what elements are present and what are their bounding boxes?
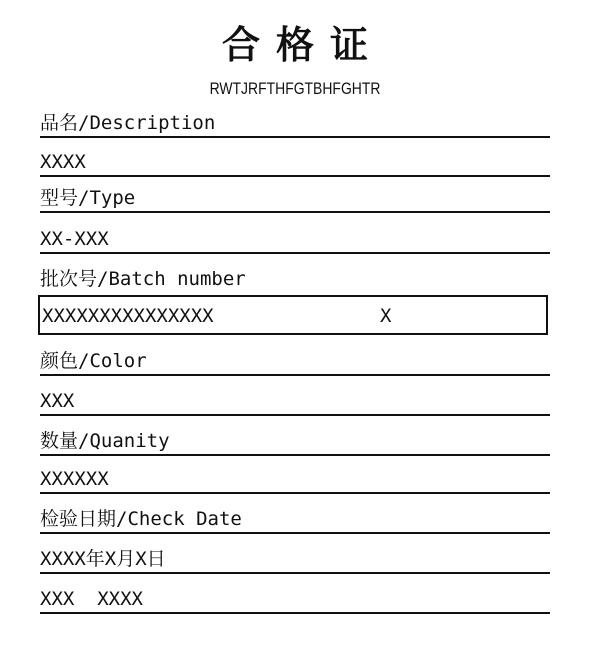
check-date-value: XXXX年X月X日	[40, 548, 166, 570]
color-value: XXX	[40, 390, 75, 412]
type-label: 型号/Type	[40, 187, 136, 209]
color-value-row	[40, 384, 550, 416]
quantity-value: XXXXXX	[40, 468, 109, 490]
type-label-row	[40, 185, 550, 213]
batch-value: XXXXXXXXXXXXXXX	[42, 305, 214, 327]
batch-suffix: X	[380, 305, 392, 327]
certificate-code: RWTJRFTHFGTBHFGHTR	[209, 79, 381, 98]
batch-value-box	[38, 295, 548, 335]
quantity-value-row	[40, 464, 550, 494]
description-value-row	[40, 147, 550, 177]
certificate-title: 合格证	[221, 23, 384, 67]
footer-row	[40, 582, 550, 614]
batch-label: 批次号/Batch number	[40, 268, 246, 290]
quantity-label: 数量/Quanity	[40, 430, 170, 452]
type-value-row	[40, 222, 550, 254]
description-label: 品名/Description	[40, 112, 216, 134]
color-label: 颜色/Color	[40, 350, 147, 372]
description-value: XXXX	[40, 151, 86, 173]
color-label-row	[40, 344, 550, 376]
description-label-row	[40, 112, 550, 138]
batch-label-row	[40, 262, 550, 292]
check-date-label: 检验日期/Check Date	[40, 508, 242, 530]
quantity-label-row	[40, 425, 550, 456]
check-date-value-row	[40, 541, 550, 574]
check-date-label-row	[40, 502, 550, 534]
footer-value: XXX XXXX	[40, 588, 143, 610]
type-value: XX-XXX	[40, 228, 109, 250]
